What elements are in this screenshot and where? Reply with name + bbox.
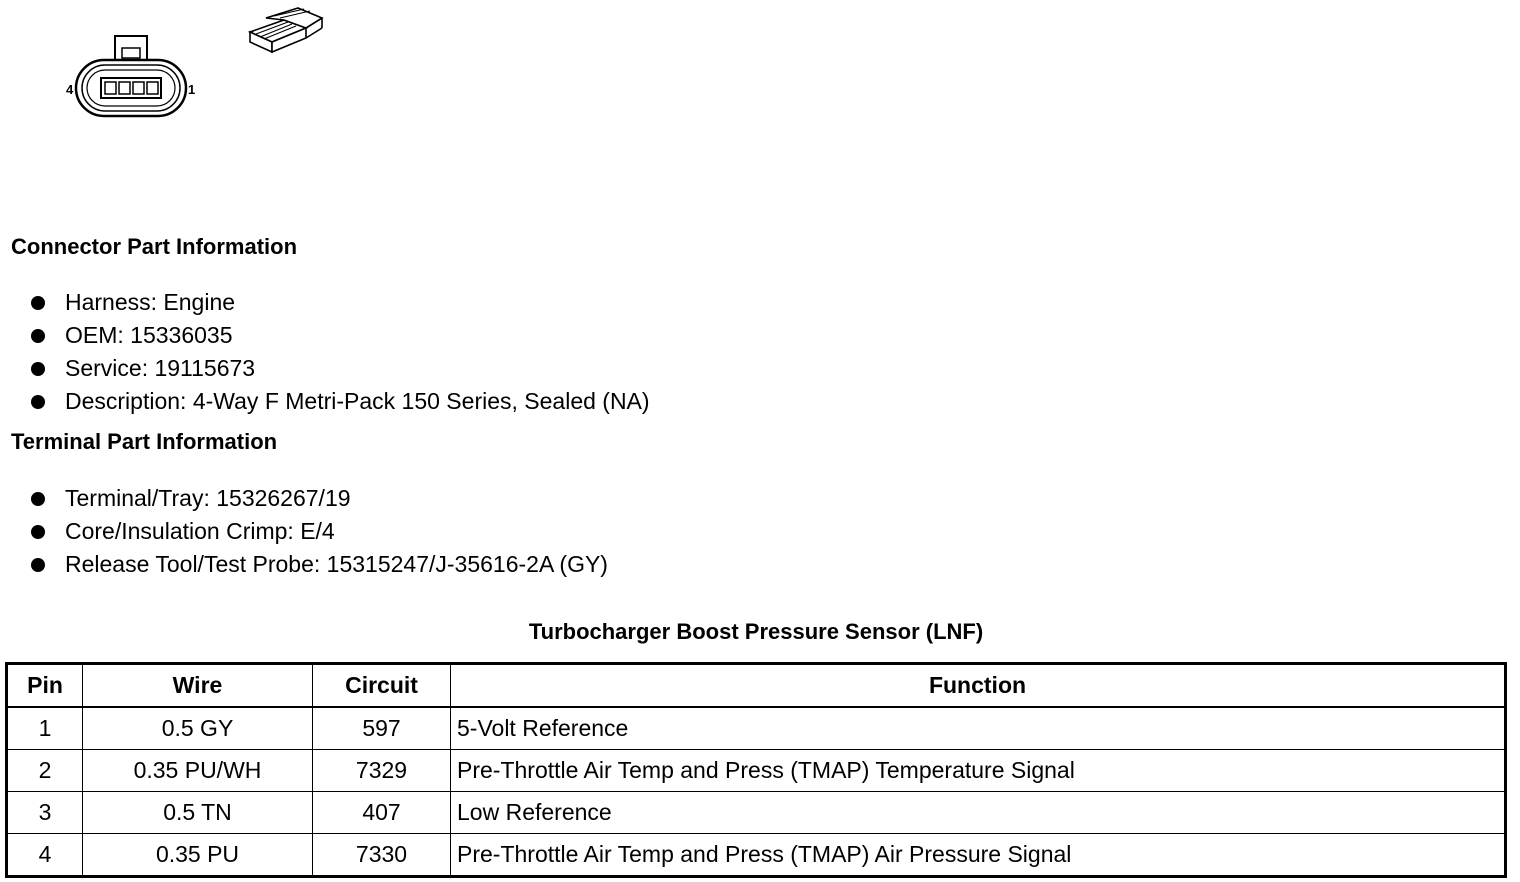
cell-function: Pre-Throttle Air Temp and Press (TMAP) Air Pressure Signal (451, 834, 1506, 877)
bullet-icon (31, 362, 45, 376)
bullet-icon (31, 329, 45, 343)
list-item: Release Tool/Test Probe: 15315247/J-35616-2A (GY) (28, 548, 608, 581)
table-row (7, 750, 1506, 792)
list-item: Service: 19115673 (28, 352, 650, 385)
cell-function: 5-Volt Reference (451, 707, 1506, 750)
cell-wire: 0.35 PU (83, 834, 313, 877)
list-item: Harness: Engine (28, 286, 650, 319)
cell-circuit: 407 (313, 792, 451, 834)
table-header-row (7, 664, 1506, 708)
cell-wire: 0.5 TN (83, 792, 313, 834)
cell-circuit: 7329 (313, 750, 451, 792)
table-title: Turbocharger Boost Pressure Sensor (LNF) (528, 619, 984, 644)
cell-wire: 0.5 GY (83, 707, 313, 750)
cell-pin: 3 (7, 792, 83, 834)
bullet-icon (31, 395, 45, 409)
cell-wire: 0.35 PU/WH (83, 750, 313, 792)
terminal-part-info-heading: Terminal Part Information (11, 429, 278, 454)
cell-circuit: 7330 (313, 834, 451, 877)
header-function: Function (451, 664, 1506, 708)
cell-circuit: 597 (313, 707, 451, 750)
cell-function: Low Reference (451, 792, 1506, 834)
header-wire: Wire (83, 664, 313, 708)
connector-part-info-list (28, 286, 650, 418)
list-item: Terminal/Tray: 15326267/19 (28, 482, 608, 515)
connector-isometric-diagram (244, 6, 328, 56)
table-row (7, 707, 1506, 750)
pin-label-right: 1 (188, 82, 196, 97)
cell-pin: 4 (7, 834, 83, 877)
table-row (7, 834, 1506, 877)
header-pin: Pin (7, 664, 83, 708)
bullet-icon (31, 558, 45, 572)
pinout-table (5, 662, 1507, 878)
bullet-icon (31, 492, 45, 506)
connector-part-info-heading: Connector Part Information (11, 234, 298, 259)
list-item: Description: 4-Way F Metri-Pack 150 Series, Sealed (NA) (28, 385, 650, 418)
table-row (7, 792, 1506, 834)
pin-label-left: 4 (66, 82, 74, 97)
bullet-icon (31, 296, 45, 310)
cell-pin: 2 (7, 750, 83, 792)
list-item: Core/Insulation Crimp: E/4 (28, 515, 608, 548)
connector-face-diagram (60, 30, 210, 125)
list-item: OEM: 15336035 (28, 319, 650, 352)
terminal-part-info-list (28, 482, 608, 581)
cell-pin: 1 (7, 707, 83, 750)
header-circuit: Circuit (313, 664, 451, 708)
cell-function: Pre-Throttle Air Temp and Press (TMAP) Temperature Signal (451, 750, 1506, 792)
bullet-icon (31, 525, 45, 539)
